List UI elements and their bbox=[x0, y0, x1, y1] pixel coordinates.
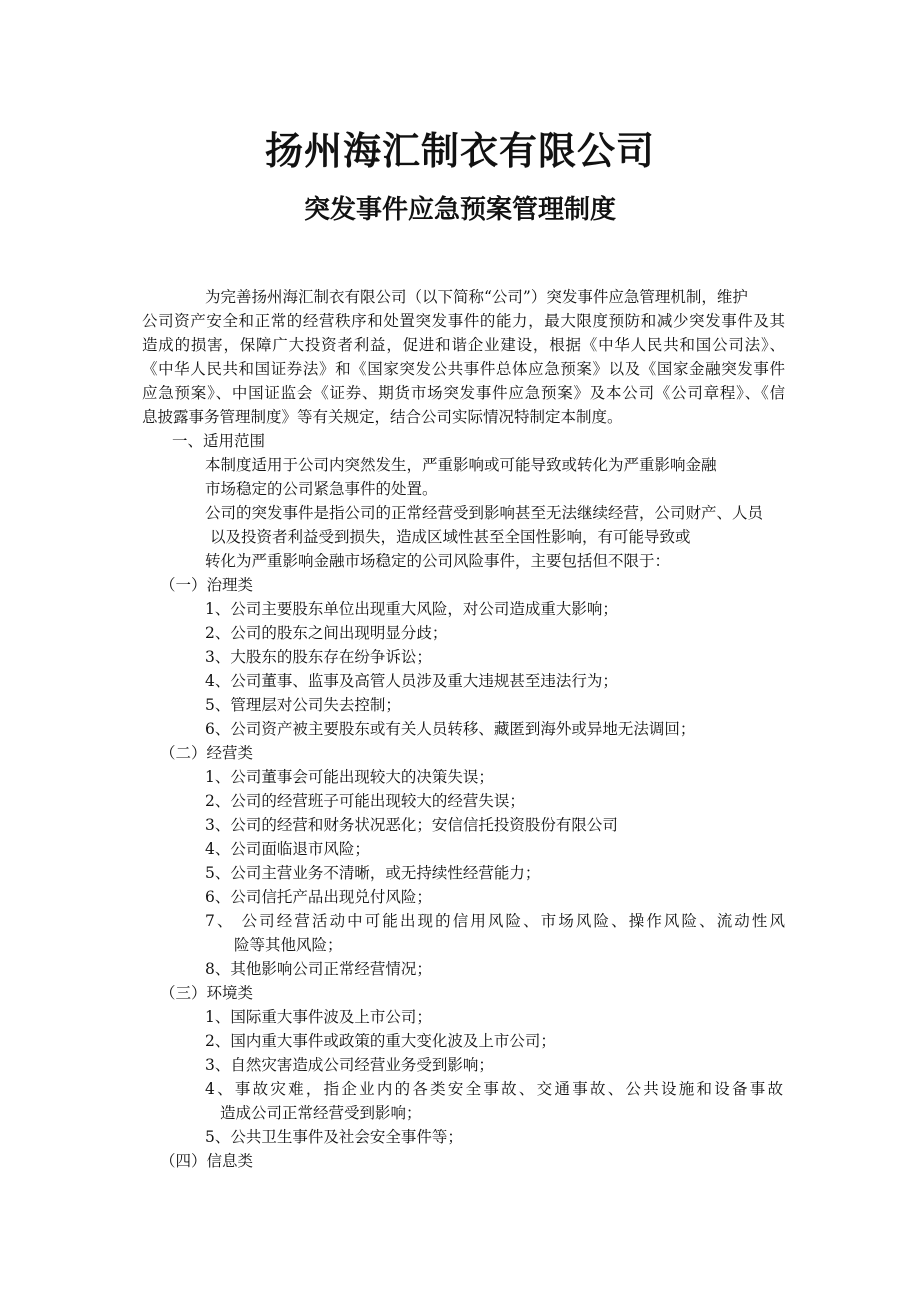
list-item: 2、国内重大事件或政策的重大变化波及上市公司； bbox=[205, 1032, 556, 1050]
list-item: 8、其他影响公司正常经营情况； bbox=[205, 960, 432, 978]
list-item: 5、公共卫生事件及社会安全事件等； bbox=[205, 1128, 463, 1146]
list-item-continuation: 造成公司正常经营受到影响； bbox=[220, 1104, 422, 1122]
scope-line: 本制度适用于公司内突然发生，严重影响或可能导致或转化为严重影响金融 bbox=[205, 456, 717, 474]
intro-line: 为完善扬州海汇制衣有限公司（以下简称“公司”）突发事件应急管理机制，维护 bbox=[205, 288, 748, 306]
company-title: 扬州海汇制衣有限公司 bbox=[264, 129, 655, 173]
list-item: 2、公司的经营班子可能出现较大的经营失误； bbox=[205, 792, 525, 810]
list-item: 2、公司的股东之间出现明显分歧； bbox=[205, 624, 448, 642]
section-heading: 一、适用范围 bbox=[172, 432, 266, 450]
category-heading: （四）信息类 bbox=[160, 1152, 254, 1170]
category-heading: （一）治理类 bbox=[160, 576, 254, 594]
list-item: 6、公司资产被主要股东或有关人员转移、藏匿到海外或异地无法调回； bbox=[205, 720, 696, 738]
list-item: 4、公司董事、监事及高管人员涉及重大违规甚至违法行为； bbox=[205, 672, 618, 690]
list-item: 6、公司信托产品出现兑付风险； bbox=[205, 888, 432, 906]
scope-line: 公司的突发事件是指公司的正常经营受到影响甚至无法继续经营，公司财产、人员 bbox=[205, 504, 764, 522]
list-item: 7、 公司经营活动中可能出现的信用风险、市场风险、操作风险、流动性风 bbox=[205, 912, 785, 930]
intro-line: 公司资产安全和正常的经营秩序和处置突发事件的能力，最大限度预防和减少突发事件及其 bbox=[142, 312, 785, 330]
list-item: 3、自然灾害造成公司经营业务受到影响； bbox=[205, 1056, 494, 1074]
list-item: 3、公司的经营和财务状况恶化；安信信托投资股份有限公司 bbox=[205, 816, 618, 834]
intro-line: 《中华人民共和国证券法》和《国家突发公共事件总体应急预案》以及《国家金融突发事件 bbox=[142, 360, 785, 378]
intro-line: 造成的损害，保障广大投资者利益，促进和谐企业建设，根据《中华人民共和国公司法》、 bbox=[142, 336, 785, 354]
list-item-continuation: 险等其他风险； bbox=[234, 936, 343, 954]
list-item: 3、大股东的股东存在纷争诉讼； bbox=[205, 648, 432, 666]
category-heading: （三）环境类 bbox=[160, 984, 254, 1002]
list-item: 1、公司董事会可能出现较大的决策失误； bbox=[205, 768, 494, 786]
list-item: 4、事故灾难，指企业内的各类安全事故、交通事故、公共设施和设备事故 bbox=[205, 1080, 783, 1098]
category-heading: （二）经营类 bbox=[160, 744, 254, 762]
list-item: 4、公司面临退市风险； bbox=[205, 840, 370, 858]
list-item: 1、公司主要股东单位出现重大风险，对公司造成重大影响； bbox=[205, 600, 618, 618]
list-item: 5、管理层对公司失去控制； bbox=[205, 696, 401, 714]
intro-line: 息披露事务管理制度》等有关规定，结合公司实际情况特制定本制度。 bbox=[142, 408, 623, 426]
intro-line: 应急预案》、中国证监会《证券、期货市场突发事件应急预案》及本公司《公司章程》、《信 bbox=[142, 384, 785, 402]
list-item: 1、国际重大事件波及上市公司； bbox=[205, 1008, 432, 1026]
scope-line: 转化为严重影响金融市场稳定的公司风险事件，主要包括但不限于： bbox=[205, 552, 671, 570]
scope-line: 以及投资者利益受到损失，造成区域性甚至全国性影响，有可能导致或 bbox=[210, 528, 691, 546]
scope-line: 市场稳定的公司紧急事件的处置。 bbox=[205, 480, 438, 498]
list-item: 5、公司主营业务不清晰，或无持续性经营能力； bbox=[205, 864, 541, 882]
document-subtitle: 突发事件应急预案管理制度 bbox=[303, 195, 616, 225]
